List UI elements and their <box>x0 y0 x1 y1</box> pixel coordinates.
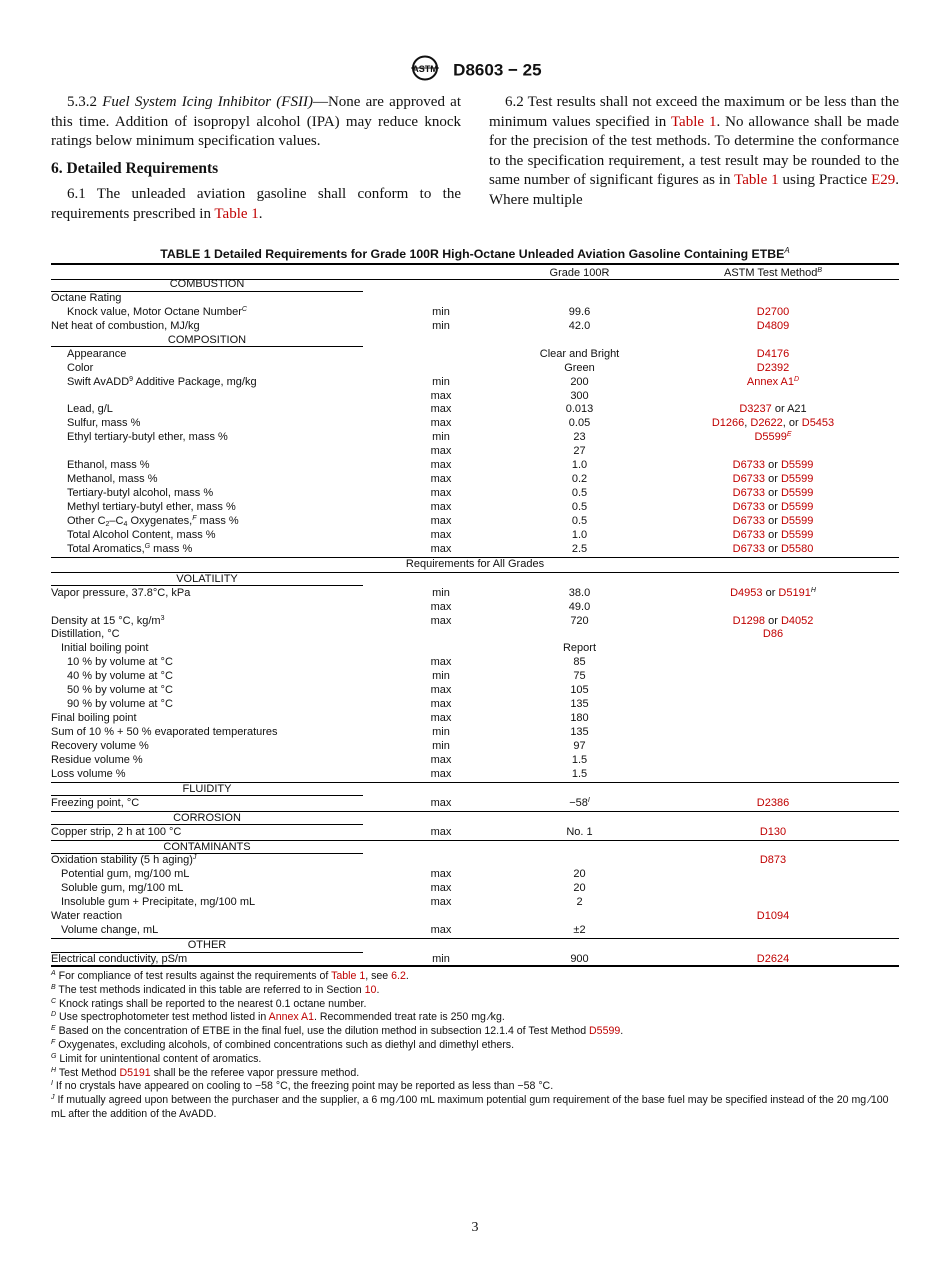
method-link[interactable]: D5599 <box>780 473 814 486</box>
spec-table <box>51 263 899 967</box>
table-row: Initial boiling point Report <box>61 642 597 655</box>
table-row: Copper strip, 2 h at 100 °C max No. 1 D130 <box>51 825 787 838</box>
section-link[interactable]: 10 <box>364 983 377 996</box>
table-row: Oxidation stability (5 h aging)$^J$ D873 <box>51 854 787 867</box>
method-link[interactable]: D4052 <box>780 614 814 627</box>
method-link[interactable]: D4176 <box>756 347 790 360</box>
method-link[interactable]: D86 <box>762 628 784 641</box>
method-link[interactable]: D1094 <box>756 910 790 923</box>
method-link[interactable]: D2700 <box>756 305 790 318</box>
section-row: COMBUSTION <box>51 278 899 292</box>
method-link[interactable]: D5599 <box>589 1025 621 1038</box>
table-row: Water reaction D1094 <box>51 910 790 923</box>
method-link[interactable]: D6733 <box>732 459 766 472</box>
table-row: Ethyl tertiary-butyl ether, mass % min 23 $D5599^E$ <box>67 431 792 444</box>
method-link[interactable]: D5599 <box>780 459 814 472</box>
table-row: Sum of 10 % + 50 % evaporated temperatures min 135 <box>51 726 589 738</box>
table-row: Final boiling point max 180 <box>51 712 589 725</box>
annex-link[interactable]: Annex A1 <box>268 1011 314 1024</box>
table-row: Net heat of combustion, MJ/kg min 42.0 D4809 <box>51 319 790 332</box>
section-row: CORROSION <box>51 811 899 826</box>
footnote-h: $^H$ Test Method D5191 shall be the referee vapor pressure method. <box>51 1066 360 1079</box>
table-row: Recovery volume % min 97 <box>51 739 586 752</box>
method-link[interactable]: D1298 <box>732 614 766 627</box>
section-row: COMPOSITION <box>51 334 899 348</box>
method-link[interactable]: D873 <box>759 854 787 867</box>
table-row: Density at 15 °C, $kg/m^3$ max 720 D1298 or D4052 <box>51 614 814 627</box>
footnote-d: $^D$ Use spectrophotometer test method listed in Annex A1. Recommended treat rate is 250 mg ⁄kg. <box>51 1011 505 1024</box>
section-row: Requirements for All Grades <box>51 557 899 572</box>
right-column <box>489 93 899 211</box>
table-row: Total Aromatics,$^G$ mass % max 2.5 D6733 or D5580 <box>67 542 814 555</box>
logo-text: ASTM <box>412 64 439 74</box>
astm-logo-icon <box>408 55 442 86</box>
method-link[interactable]: D2624 <box>756 953 790 965</box>
table-row: Swift AvADD$^9$ Additive Package, mg/kg min 200 Annex $A1^D$ <box>67 375 800 388</box>
method-link[interactable]: D6733 <box>732 473 766 486</box>
method-link[interactable]: D6733 <box>732 528 766 541</box>
method-link[interactable]: $D5599^E$ <box>754 431 792 444</box>
table-row: Loss volume % max 1.5 <box>51 767 588 780</box>
table-row: max 27 <box>430 445 586 458</box>
method-link[interactable]: D4953 <box>730 586 763 599</box>
table-row: max 49.0 <box>430 600 591 613</box>
footnote-g: $^G$ Limit for unintentional content of aromatics. <box>51 1052 262 1065</box>
table-row: 10 % by volume at °C max 85 <box>67 656 586 669</box>
table-row: Residue volume % max 1.5 <box>51 753 588 766</box>
col-header-method: ASTM Test Method$^B$ <box>723 267 822 279</box>
method-link[interactable]: D6733 <box>732 514 766 527</box>
page-header <box>0 55 950 86</box>
table-row: Total Alcohol Content, mass % max 1.0 D6733 or D5599 <box>67 528 814 541</box>
table-row: Tertiary-butyl alcohol, mass % max 0.5 D6733 or D5599 <box>67 487 814 500</box>
method-link[interactable]: D5453 <box>801 417 835 430</box>
table-1-link[interactable]: Table 1 <box>331 970 366 982</box>
footnote-j: $^J$ If mutually agreed upon between the purchaser and the supplier, a 6 mg ⁄100 mL maximum potential gum requirement of the base fuel may be specified instead of the 20 mg ⁄100 mL after the addition of the AvADD. <box>51 1094 889 1120</box>
method-link[interactable]: D6733 <box>732 487 766 500</box>
page-number: 3 <box>471 1220 479 1235</box>
table-row: Potential gum, mg/100 mL max 20 <box>61 868 586 881</box>
table-row: 50 % by volume at °C max 105 <box>67 684 589 697</box>
table-row: Volume change, mL max ±2 <box>61 924 586 937</box>
table-row: Octane Rating <box>51 291 122 304</box>
table-row: max 300 <box>430 389 589 402</box>
table-1-link[interactable]: Table 1 <box>670 113 717 130</box>
method-link[interactable]: D5599 <box>780 487 814 500</box>
section-row: VOLATILITY <box>51 572 899 587</box>
method-link[interactable]: D5599 <box>780 528 814 541</box>
designation: D8603 − 25 <box>453 60 542 80</box>
method-link[interactable]: D1266 <box>711 417 745 430</box>
table-row: Knock value, Motor Octane Number$^C$ min 99.6 D2700 <box>67 305 790 318</box>
section-link[interactable]: 6.2 <box>391 970 406 982</box>
table-row: Electrical conductivity, pS/m min 900 D2624 <box>51 953 790 965</box>
paragraph-5-3-2: 5.3.2 Fuel System Icing Inhibitor (FSII)—None are approved at this time. Addition of isopropyl alcohol (IPA) may reduce knock ratings below minimum specification values. <box>51 94 461 150</box>
section-6-heading: 6. Detailed Requirements <box>51 159 219 177</box>
method-link[interactable]: D6733 <box>732 542 766 555</box>
section-row: OTHER <box>51 938 899 953</box>
paragraph-6-1: 6.1 The unleaded aviation gasoline shall conform to the requirements prescribed in Table 1. <box>51 186 461 222</box>
method-link[interactable]: D130 <box>759 825 787 838</box>
footnote-a: $^A$ For compliance of test results against the requirements of Table 1, see 6.2. <box>51 970 409 982</box>
table-row: Freezing point, °C max $-58^I$ D2386 <box>51 796 790 809</box>
e29-link[interactable]: E29 <box>871 172 896 189</box>
table-row: Ethanol, mass % max 1.0 D6733 or D5599 <box>67 459 814 472</box>
section-row: CONTAMINANTS <box>51 840 899 855</box>
table-row: Methyl tertiary-butyl ether, mass % max 0.5 D6733 or D5599 <box>67 501 814 513</box>
col-header-grade: Grade 100R <box>549 267 610 279</box>
left-column <box>51 93 461 225</box>
method-link[interactable]: D3237 <box>739 403 772 416</box>
table-row: Distillation, °C D86 <box>51 628 784 641</box>
table-row: Other $C_2-C_4$ Oxygenates,$^F$ mass % max 0.5 D6733 or D5599 <box>67 514 814 528</box>
table-row: Vapor pressure, 37.8°C, kPa min 38.0 D4953 or $D5191^H$ <box>51 586 816 599</box>
footnote-f: $^F$ Oxygenates, excluding alcohols, of combined concentrations such as diethyl and dimethyl ethers. <box>51 1038 515 1051</box>
table-row: Sulfur, mass % max 0.05 D1266, D2622, or D5453 <box>67 417 835 430</box>
table-row: Soluble gum, mg/100 mL max 20 <box>61 882 586 895</box>
table-title: TABLE 1 Detailed Requirements for Grade 100R High-Octane Unleaded Aviation Gasoline Containing $ETBE^A$ <box>160 246 790 262</box>
footnote-e: $^E$ Based on the concentration of ETBE in the final fuel, use the dilution method in subsection 12.1.4 of Test Method D5599. <box>51 1025 624 1038</box>
paragraph-6-2: 6.2 Test results shall not exceed the maximum or be less than the minimum values specified in Table 1. No allowance shall be made for the precision of the test methods. To determine the conformance to the specification requirement, a test result may be rounded to the same number of significant figures as in Table 1 using Practice E29. Where multiple <box>489 94 900 208</box>
table-row: Color Green D2392 <box>67 361 790 374</box>
table-row: Insoluble gum + Precipitate, mg/100 mL max 2 <box>61 896 583 909</box>
table-1-link[interactable]: Table 1 <box>214 205 259 222</box>
table-row: Methanol, mass % max 0.2 D6733 or D5599 <box>67 473 814 486</box>
method-link[interactable]: D2386 <box>756 796 790 809</box>
table-1-link[interactable]: Table 1 <box>734 172 779 189</box>
method-link[interactable]: D4809 <box>756 319 790 332</box>
table-row: 90 % by volume at °C max 135 <box>67 698 589 711</box>
footnote-c: $^C$ Knock ratings shall be reported to the nearest 0.1 octane number. <box>51 997 367 1010</box>
method-link[interactable]: D2622 <box>750 417 783 430</box>
footnote-i: $^I$ If no crystals have appeared on cooling to −58 °C, the freezing point may be reported as less than −58 °C. <box>51 1080 554 1093</box>
section-row: FLUIDITY <box>51 782 899 797</box>
footnote-b: $^B$ The test methods indicated in this table are referred to in Section 10. <box>51 983 380 996</box>
method-link[interactable]: D2392 <box>756 361 790 374</box>
method-link[interactable]: $D5191^H$ <box>778 586 816 599</box>
method-link[interactable]: Annex $A1^D$ <box>746 375 800 388</box>
method-link[interactable]: D5599 <box>780 501 814 513</box>
table-header-row <box>51 263 899 278</box>
method-link[interactable]: D5191 <box>119 1066 151 1079</box>
table-row: Appearance Clear and Bright D4176 <box>67 347 790 360</box>
table-footnotes <box>51 970 901 1122</box>
method-link[interactable]: D5580 <box>780 542 814 555</box>
method-link[interactable]: D6733 <box>732 501 766 513</box>
table-row: 40 % by volume at °C min 75 <box>67 670 586 683</box>
table-row: Lead, g/L max 0.013 D3237 or A21 <box>67 403 807 416</box>
method-link[interactable]: D5599 <box>780 514 814 527</box>
